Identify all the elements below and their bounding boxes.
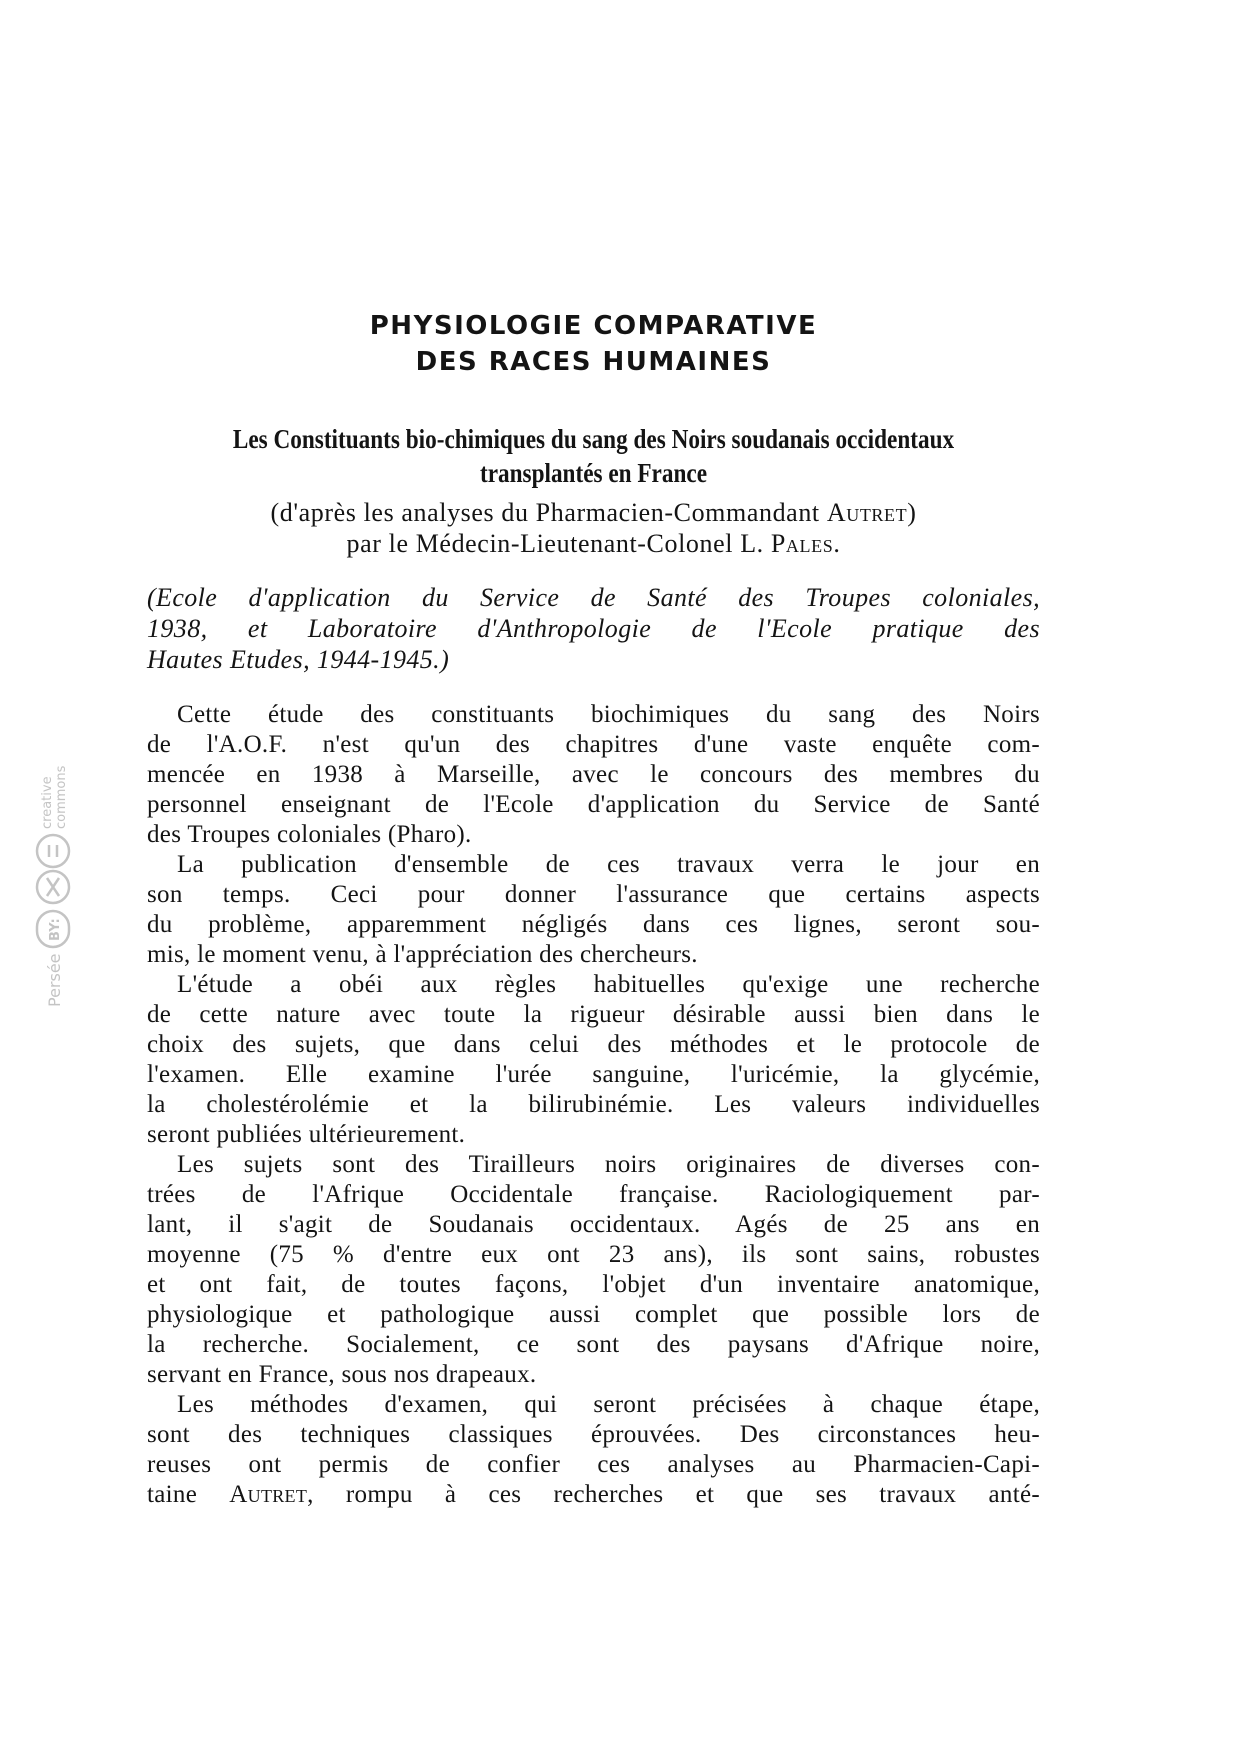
text-line: Les sujets sont des Tirailleurs noirs originaires de diverses con- [177,1151,1040,1178]
text-line: lant, il s'agit de Soudanais occidentaux. Agés de 25 ans en [147,1211,1040,1238]
text-line: mis, le moment venu, à l'appréciation des chercheurs. [147,941,698,968]
text-line: de cette nature avec toute la rigueur désirable aussi bien dans le [147,1001,1040,1028]
text-line: du problème, apparemment négligés dans ces lignes, seront sou- [147,911,1040,938]
text-line: et ont fait, de toutes façons, l'objet d'un inventaire anatomique, [147,1271,1040,1298]
affiliation-line: Hautes Etudes, 1944-1945.) [147,645,450,674]
article-title [210,422,978,490]
byline-line-1: (d'après les analyses du Pharmacien-Commandant Autret) [270,498,917,527]
analyst-name: Autret [229,1481,308,1508]
section-title-line-2: DES RACES HUMAINES [415,347,772,377]
text-line: moyenne (75 % d'entre eux ont 23 ans), ils sont sains, robustes [147,1241,1040,1268]
author-name: Pales [770,529,834,558]
paragraph-5 [147,1390,1040,1510]
byline [147,497,1040,559]
byline-line-2: par le Médecin-Lieutenant-Colonel L. Pales. [346,529,841,558]
svg-text:commons: commons [54,765,69,829]
text-line: Les méthodes d'examen, qui seront précisées à chaque étape, [177,1391,1040,1418]
text-line: de l'A.O.F. n'est qu'un des chapitres d'une vaste enquête com- [147,731,1040,758]
text-line: son temps. Ceci pour donner l'assurance que certains aspects [147,881,1040,908]
analyst-name: Autret [826,498,908,527]
text-line: choix des sujets, que dans celui des méthodes et le protocole de [147,1031,1040,1058]
text-line: personnel enseignant de l'Ecole d'application du Service de Santé [147,791,1040,818]
paragraph-3 [147,970,1040,1150]
paragraph-1 [147,700,1040,850]
persee-label: Persée [45,953,64,1007]
text-line: taine Autret, rompu à ces recherches et que ses travaux anté- [147,1481,1041,1508]
text-line: physiologique et pathologique aussi complet que possible lors de [147,1301,1040,1328]
text-line: Cette étude des constituants biochimiques du sang des Noirs [177,701,1040,728]
noncommercial-icon [37,835,69,867]
article-title-line-2: transplantés en France [479,458,708,488]
text-line: sont des techniques classiques éprouvées. Des circonstances heu- [147,1421,1040,1448]
body-text [147,700,1040,1510]
text-line: des Troupes coloniales (Pharo). [147,821,472,848]
affiliation [147,582,1040,675]
text-line: la cholestérolémie et la bilirubinémie. Les valeurs individuelles [147,1091,1040,1118]
affiliation-line: (Ecole d'application du Service de Santé des Troupes coloniales, [147,583,1040,612]
creative-commons-label: creative [40,776,55,829]
text-line: la recherche. Socialement, ce sont des paysans d'Afrique noire, [147,1331,1040,1358]
paragraph-4 [147,1150,1040,1390]
text-line: reuses ont permis de confier ces analyses au Pharmacien-Capi- [147,1451,1040,1478]
paragraph-2 [147,850,1040,970]
text-line: l'examen. Elle examine l'urée sanguine, l'uricémie, la glycémie, [147,1061,1040,1088]
cc-badge-graphic [28,742,78,1012]
by-label: BY: [48,918,63,941]
text-line: L'étude a obéi aux règles habituelles qu'exige une recherche [177,971,1040,998]
cc-license-badge[interactable] [28,742,78,1012]
text-line: La publication d'ensemble de ces travaux verra le jour en [177,851,1040,878]
affiliation-line: 1938, et Laboratoire d'Anthropologie de l'Ecole pratique des [147,614,1040,643]
text-line: seront publiées ultérieurement. [147,1121,466,1148]
document-page [147,0,1040,1755]
section-title-line-1: PHYSIOLOGIE COMPARATIVE [369,311,818,341]
article-title-line-1: Les Constituants bio-chimiques du sang des Noirs soudanais occidentaux [232,424,955,454]
text-line: mencée en 1938 à Marseille, avec le concours des membres du [147,761,1040,788]
text-line: servant en France, sous nos drapeaux. [147,1361,537,1388]
section-title [147,308,1040,380]
text-line: trées de l'Afrique Occidentale française. Raciologiquement par- [147,1181,1040,1208]
